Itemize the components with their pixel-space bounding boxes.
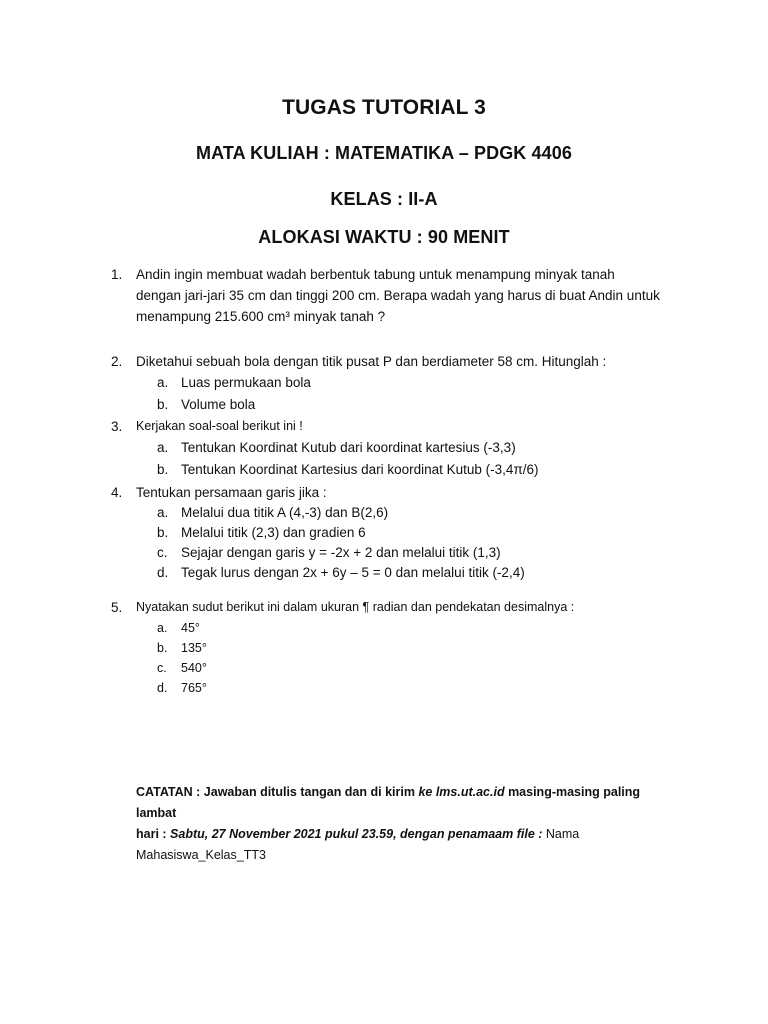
sub-item-text: Sejajar dengan garis y = -2x + 2 dan melalui titik (1,3) xyxy=(181,545,501,560)
question-line: Diketahui sebuah bola dengan titik pusat P dan berdiameter 58 cm. Hitunglah : xyxy=(136,354,607,369)
sub-item-text: Tentukan Koordinat Kutub dari koordinat kartesius (-3,3) xyxy=(181,440,516,455)
sub-item-letter: b. xyxy=(157,641,168,655)
question-line: Nyatakan sudut berikut ini dalam ukuran ¶ radian dan pendekatan desimalnya : xyxy=(136,600,575,614)
sub-item-text: Tentukan Koordinat Kartesius dari koordinat Kutub (-3,4π/6) xyxy=(181,462,539,477)
sub-item-text: Tegak lurus dengan 2x + 6y – 5 = 0 dan melalui titik (-2,4) xyxy=(181,565,525,580)
question-line: Andin ingin membuat wadah berbentuk tabung untuk menampung minyak tanah xyxy=(136,267,615,282)
sub-item-text: 540° xyxy=(181,661,207,675)
sub-item-letter: a. xyxy=(157,375,169,390)
question-number: 3. xyxy=(111,419,123,434)
question-text xyxy=(136,351,706,372)
question-number: 1. xyxy=(111,267,123,282)
sub-item-letter: a. xyxy=(157,621,168,635)
question-number: 5. xyxy=(111,600,123,615)
question-text xyxy=(136,264,706,327)
sub-item-letter: a. xyxy=(157,440,169,455)
note-text: Nama xyxy=(542,827,580,841)
sub-item-letter: d. xyxy=(157,565,169,580)
note-deadline: Sabtu, 27 November 2021 pukul 23.59, dengan penamaam file : xyxy=(170,827,543,841)
note-line-3 xyxy=(136,845,676,866)
note-line-1 xyxy=(136,782,676,824)
question-line: dengan jari-jari 35 cm dan tinggi 200 cm. Berapa wadah yang harus di buat Andin untuk xyxy=(136,288,660,303)
note-text: masing-masing paling lambat xyxy=(136,785,641,820)
sub-item-letter: b. xyxy=(157,397,169,412)
sub-item-text: Melalui dua titik A (4,-3) dan B(2,6) xyxy=(181,505,389,520)
sub-item-text: Melalui titik (2,3) dan gradien 6 xyxy=(181,525,366,540)
sub-item-letter: b. xyxy=(157,525,169,540)
question-line: menampung 215.600 cm³ minyak tanah ? xyxy=(136,309,386,324)
question-text xyxy=(136,482,706,503)
sub-item-text: Volume bola xyxy=(181,397,256,412)
sub-item-text: 765° xyxy=(181,681,207,695)
question-line: Kerjakan soal-soal berikut ini ! xyxy=(136,419,303,433)
note-label: CATATAN : Jawaban ditulis tangan dan di kirim xyxy=(136,785,419,799)
question-text xyxy=(136,416,706,437)
note-text: hari : xyxy=(136,827,171,841)
submission-note xyxy=(136,782,676,866)
course-heading: MATA KULIAH : MATEMATIKA – PDGK 4406 xyxy=(196,143,572,163)
time-allocation-heading: ALOKASI WAKTU : 90 MENIT xyxy=(258,227,510,247)
note-url: ke lms.ut.ac.id xyxy=(418,785,505,799)
sub-item-letter: d. xyxy=(157,681,168,695)
question-line: Tentukan persamaan garis jika : xyxy=(136,485,327,500)
sub-item-letter: a. xyxy=(157,505,169,520)
sub-item-letter: c. xyxy=(157,545,168,560)
question-text xyxy=(136,597,706,618)
note-line-2 xyxy=(136,824,676,845)
question-number: 4. xyxy=(111,485,123,500)
sub-item-letter: b. xyxy=(157,462,169,477)
sub-item-text: 135° xyxy=(181,641,207,655)
note-filename: Mahasiswa_Kelas_TT3 xyxy=(136,848,266,862)
sub-item-text: 45° xyxy=(181,621,200,635)
class-heading: KELAS : II-A xyxy=(330,189,438,209)
sub-item-letter: c. xyxy=(157,661,167,675)
sub-item-text: Luas permukaan bola xyxy=(181,375,311,390)
document-title: TUGAS TUTORIAL 3 xyxy=(282,96,486,119)
question-number: 2. xyxy=(111,354,123,369)
